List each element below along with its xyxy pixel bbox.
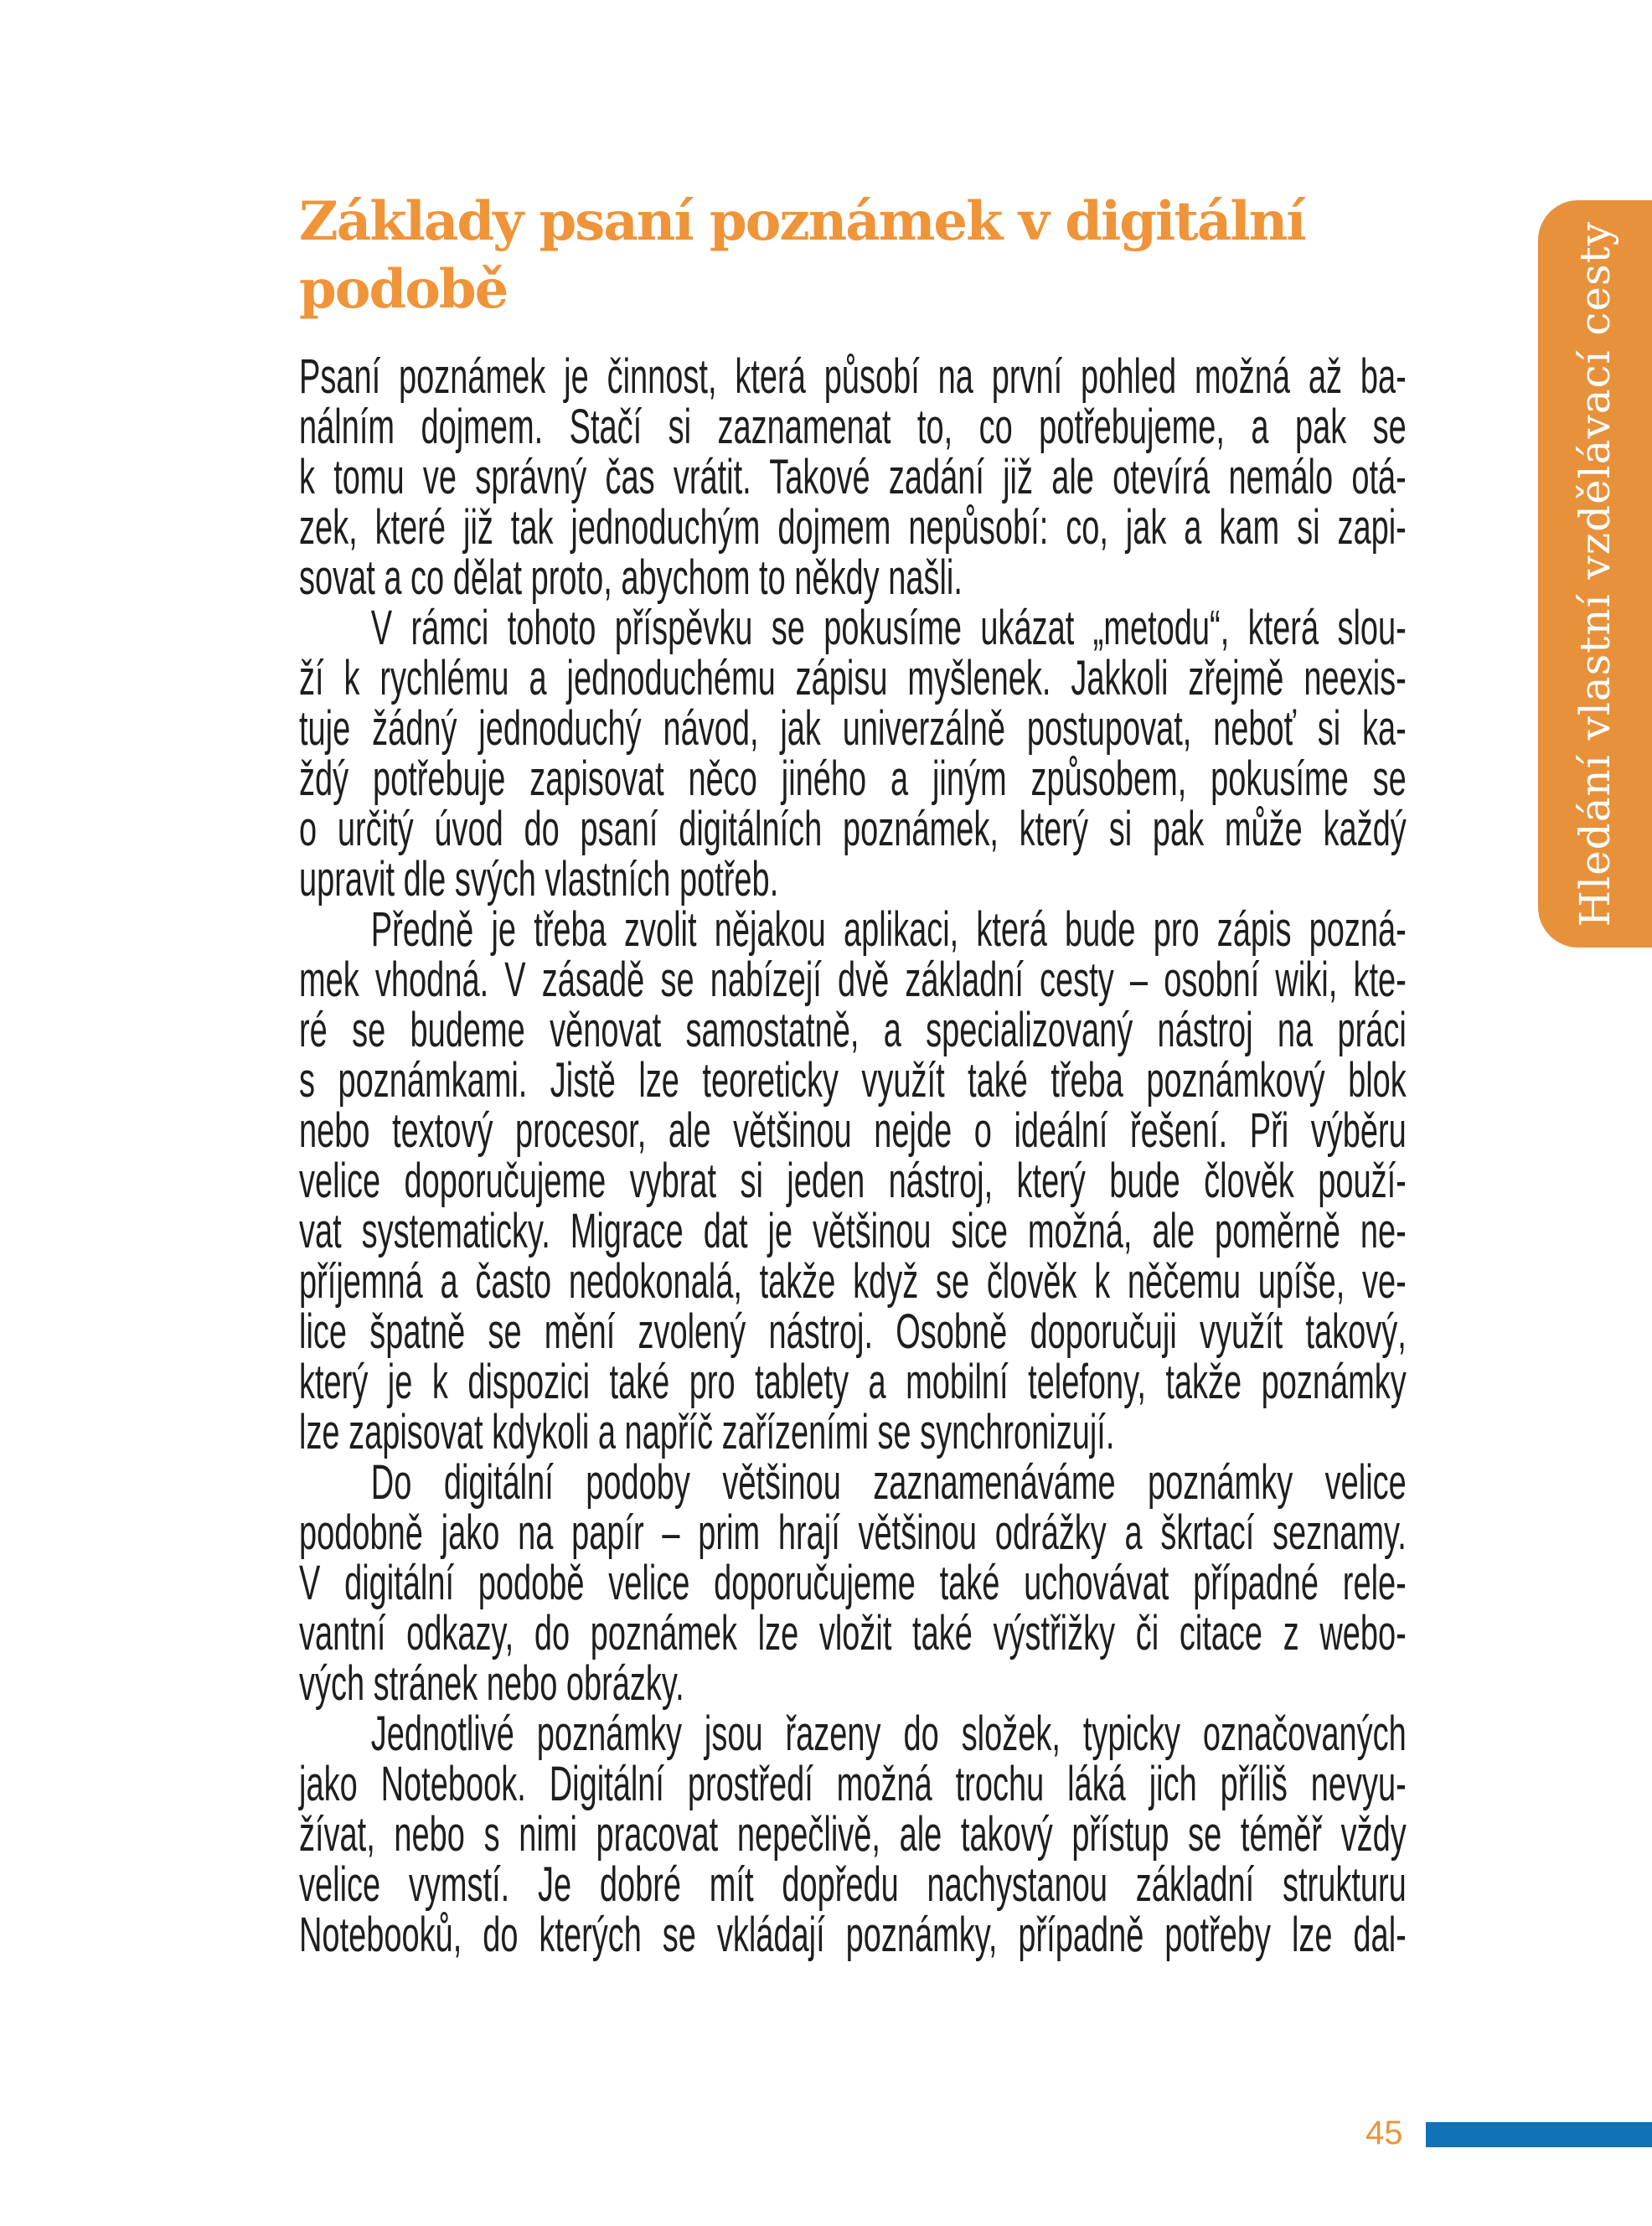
text-line: o určitý úvod do psaní digitálních poznámek, který si pak může každý: [299, 802, 1407, 856]
text-line: který je k dispozici také pro tablety a mobilní telefony, takže poznámky: [299, 1355, 1407, 1409]
paragraph: [299, 1709, 1407, 1960]
chapter-tab-label: Hledání vlastní vzdělávací cesty: [1571, 220, 1619, 927]
text-line: sovat a co dělat proto, abychom to někdy našli.: [299, 550, 963, 605]
text-line: nebo textový procesor, ale většinou nejde o ideální řešení. Při výběru: [299, 1103, 1407, 1158]
text-line: jako Notebook. Digitální prostředí možná trochu láká jich příliš nevyu-: [299, 1757, 1407, 1811]
text-line: ždý potřebuje zapisovat něco jiného a jiným způsobem, pokusíme se: [299, 751, 1407, 806]
footer-bar: [1426, 2122, 1652, 2147]
text-line: V rámci tohoto příspěvku se pokusíme ukázat „metodu“, která slou-: [370, 601, 1407, 655]
body-text-column: [299, 349, 1407, 1962]
text-line: Jednotlivé poznámky jsou řazeny do složek, typicky označovaných: [370, 1707, 1407, 1761]
text-line: tuje žádný jednoduchý návod, jak univerzálně postupovat, neboť si ka-: [299, 701, 1407, 756]
text-line: s poznámkami. Jistě lze teoreticky využít také třeba poznámkový blok: [299, 1053, 1407, 1108]
page-title: [299, 188, 1305, 323]
text-line: vých stránek nebo obrázky.: [299, 1656, 684, 1711]
text-line: vat systematicky. Migrace dat je většinou sice možná, ale poměrně ne-: [299, 1204, 1407, 1258]
page-title-line: Základy psaní poznámek v digitální: [299, 190, 1305, 253]
page-title-line: podobě: [299, 258, 508, 321]
page-number: 45: [1365, 2115, 1403, 2151]
text-line: upravit dle svých vlastních potřeb.: [299, 852, 779, 906]
paragraph: [299, 902, 1407, 1459]
paragraph: [299, 1455, 1407, 1711]
text-line: velice vymstí. Je dobré mít dopředu nachystanou základní strukturu: [299, 1857, 1407, 1912]
paragraph: [299, 603, 1407, 905]
paragraph: [299, 349, 1407, 605]
text-line: Notebooků, do kterých se vkládají poznámky, případně potřeby lze dal-: [299, 1908, 1407, 1962]
body-text: [299, 349, 1407, 1962]
text-line: mek vhodná. V zásadě se nabízejí dvě základní cesty – osobní wiki, kte-: [299, 953, 1407, 1007]
text-line: velice doporučujeme vybrat si jeden nástroj, který bude člověk použí-: [299, 1154, 1407, 1208]
text-line: příjemná a často nedokonalá, takže když se člověk k něčemu upíše, ve-: [299, 1254, 1407, 1309]
text-line: Předně je třeba zvolit nějakou aplikaci, která bude pro zápis pozná-: [370, 902, 1407, 957]
text-line: k tomu ve správný čas vrátit. Takové zadání již ale otevírá nemálo otá-: [299, 450, 1407, 504]
text-line: Do digitální podoby většinou zaznamenáváme poznámky velice: [370, 1455, 1407, 1510]
text-line: nálním dojmem. Stačí si zaznamenat to, co potřebujeme, a pak se: [299, 400, 1407, 454]
text-line: ží k rychlému a jednoduchému zápisu myšlenek. Jakkoli zřejmě neexis-: [299, 651, 1407, 705]
text-line: lice špatně se mění zvolený nástroj. Osobně doporučuji využít takový,: [299, 1304, 1407, 1359]
text-line: zek, které již tak jednoduchým dojmem nepůsobí: co, jak a kam si zapi-: [299, 500, 1407, 555]
text-line: ré se budeme věnovat samostatně, a specializovaný nástroj na práci: [299, 1003, 1407, 1057]
text-line: podobně jako na papír – prim hrají většinou odrážky a škrtací seznamy.: [299, 1506, 1407, 1560]
text-line: vantní odkazy, do poznámek lze vložit také výstřižky či citace z webo-: [299, 1606, 1407, 1660]
text-line: Psaní poznámek je činnost, která působí na první pohled možná až ba-: [299, 349, 1407, 404]
text-line: V digitální podobě velice doporučujeme také uchovávat případné rele-: [299, 1556, 1407, 1610]
text-line: žívat, nebo s nimi pracovat nepečlivě, ale takový přístup se téměř vždy: [299, 1807, 1407, 1862]
text-line: lze zapisovat kdykoli a napříč zařízeními se synchronizují.: [299, 1405, 1115, 1459]
chapter-tab: [1538, 200, 1652, 948]
